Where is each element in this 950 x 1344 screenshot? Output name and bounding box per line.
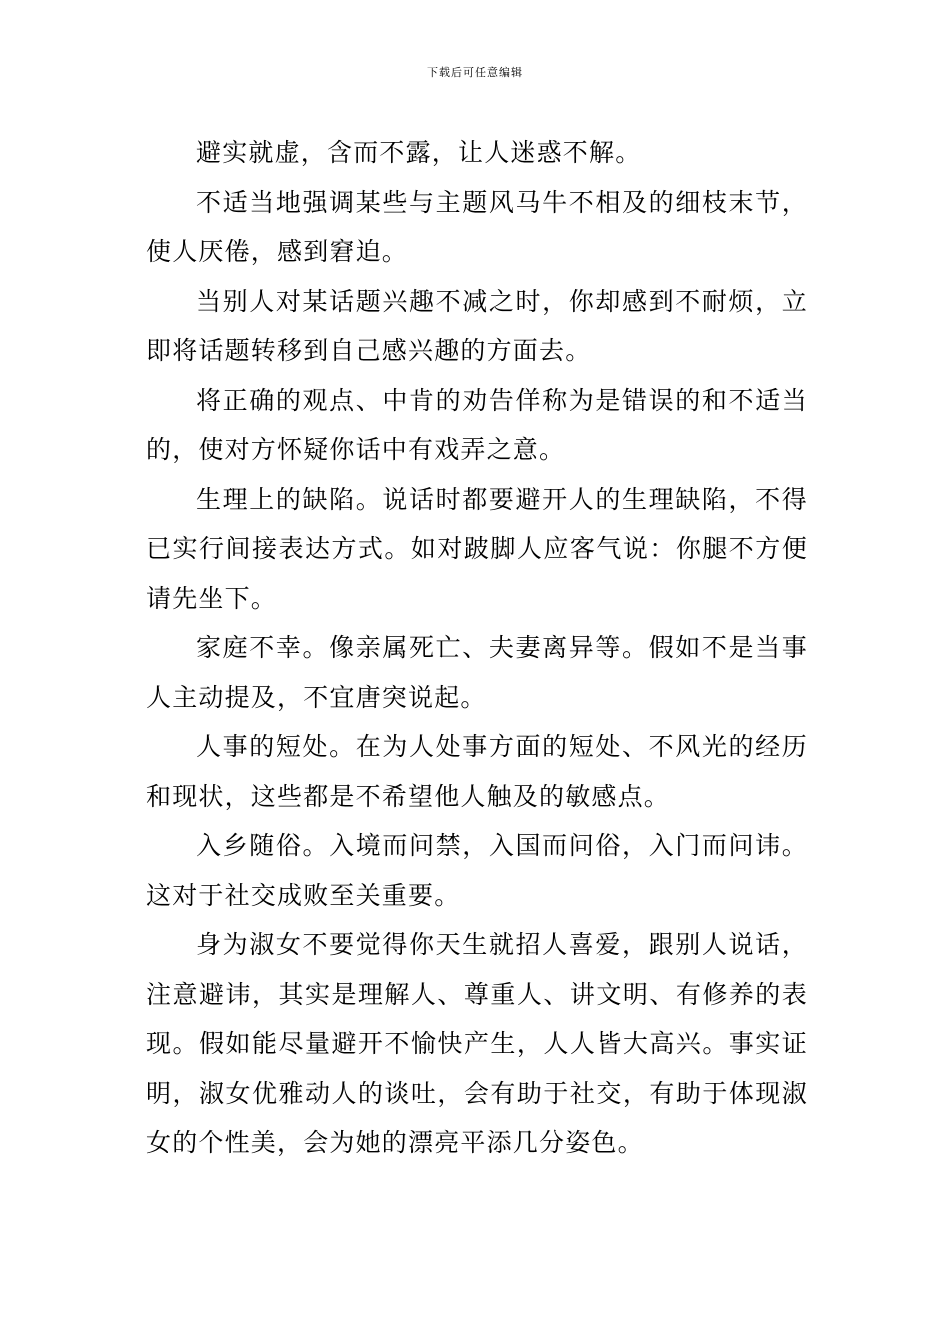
paragraph: 当别人对某话题兴趣不减之时，你却感到不耐烦，立即将话题转移到自己感兴趣的方面去。 [146, 286, 808, 365]
paragraph: 家庭不幸。像亲属死亡、夫妻离异等。假如不是当事人主动提及，不宜唐突说起。 [146, 633, 808, 712]
paragraph: 入乡随俗。入境而问禁，入国而问俗，入门而问讳。这对于社交成败至关重要。 [146, 831, 808, 910]
paragraph: 将正确的观点、中肯的劝告佯称为是错误的和不适当的，使对方怀疑你话中有戏弄之意。 [146, 385, 808, 464]
paragraph: 人事的短处。在为人处事方面的短处、不风光的经历和现状，这些都是不希望他人触及的敏感点。 [146, 732, 808, 811]
paragraph: 身为淑女不要觉得你天生就招人喜爱，跟别人说话，注意避讳，其实是理解人、尊重人、讲文明、有修养的表现。假如能尽量避开不愉快产生，人人皆大高兴。事实证明，淑女优雅动人的谈吐，会有助于社交，有助于体现淑女的个性美，会为她的漂亮平添几分姿色。 [146, 930, 808, 1157]
document-body [146, 128, 808, 1168]
paragraph: 生理上的缺陷。说话时都要避开人的生理缺陷，不得已实行间接表达方式。如对跛脚人应客气说：你腿不方便请先坐下。 [146, 484, 808, 613]
page-header: 下载后可任意编辑 [427, 66, 523, 79]
paragraph: 不适当地强调某些与主题风马牛不相及的细枝末节，使人厌倦，感到窘迫。 [146, 187, 808, 266]
paragraph: 避实就虚，含而不露，让人迷惑不解。 [196, 138, 642, 167]
